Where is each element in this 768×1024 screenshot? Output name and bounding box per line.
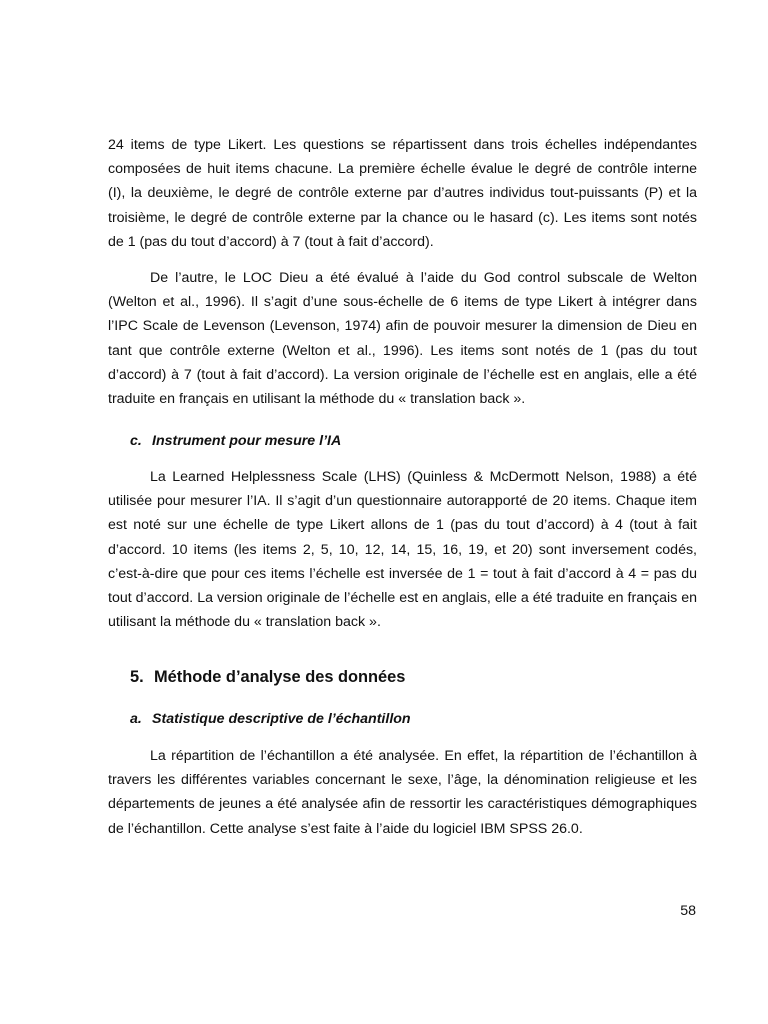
page-number: 58	[680, 903, 696, 919]
subheading-descriptive-stats	[130, 709, 411, 729]
subheading-marker: c.	[130, 433, 142, 449]
subheading-text: Statistique descriptive de l’échantillon	[152, 711, 411, 727]
subheading-instrument-ia	[130, 431, 341, 451]
paragraph-lhs-scale: La Learned Helplessness Scale (LHS) (Quinless & McDermott Nelson, 1988) a été utilisée pour mesurer l’IA. Il s’agit d’un questionnaire autorapporté de 20 items. Chaque item est noté sur une échelle de type Likert allons de 1 (pas du tout d’accord) à 4 (tout à fait d’accord. 10 items (les items 2, 5, 10, 12, 14, 15, 16, 19, et 20) sont inversement codés, c’est-à-dire que pour ces items l’échelle est inversée de 1 = tout à fait d’accord à 4 = pas du tout d’accord. La version originale de l’échelle est en anglais, elle a été traduite en français en utilisant la méthode du « translation back ».	[108, 469, 697, 631]
subheading-marker: a.	[130, 711, 142, 727]
subheading-text: Instrument pour mesure l’IA	[152, 433, 342, 449]
paragraph-likert-scales: 24 items de type Likert. Les questions se répartissent dans trois échelles indépendantes composées de huit items chacune. La première échelle évalue le degré de contrôle interne (I), la deuxième, le degré de contrôle externe par d’autres individus tout-puissants (P) et la troisième, le degré de contrôle externe par la chance ou le hasard (c). Les items sont notés de 1 (pas du tout d’accord) à 7 (tout à fait d’accord).	[108, 137, 697, 250]
paragraph-sample-distribution: La répartition de l’échantillon a été analysée. En effet, la répartition de l’échantillon à travers les différentes variables concernant le sexe, l’âge, la dénomination religieuse et les départements de jeunes a été analysée afin de ressortir les caractéristiques démographiques de l’échantillon. Cette analyse s’est faite à l’aide du logiciel IBM SPSS 26.0.	[108, 748, 697, 837]
section-marker: 5.	[130, 668, 144, 686]
section-heading-analysis-method	[130, 666, 405, 688]
section-title: Méthode d’analyse des données	[154, 668, 406, 686]
paragraph-loc-dieu: De l’autre, le LOC Dieu a été évalué à l’aide du God control subscale de Welton (Welton et al., 1996). Il s’agit d’une sous-échelle de 6 items de type Likert à intégrer dans l’IPC Scale de Levenson (Levenson, 1974) afin de pouvoir mesurer la dimension de Dieu en tant que contrôle externe (Welton et al., 1996). Les items sont notés de 1 (pas du tout d’accord) à 7 (tout à fait d’accord). La version originale de l’échelle est en anglais, elle a été traduite en français en utilisant la méthode du « translation back ».	[108, 270, 697, 408]
